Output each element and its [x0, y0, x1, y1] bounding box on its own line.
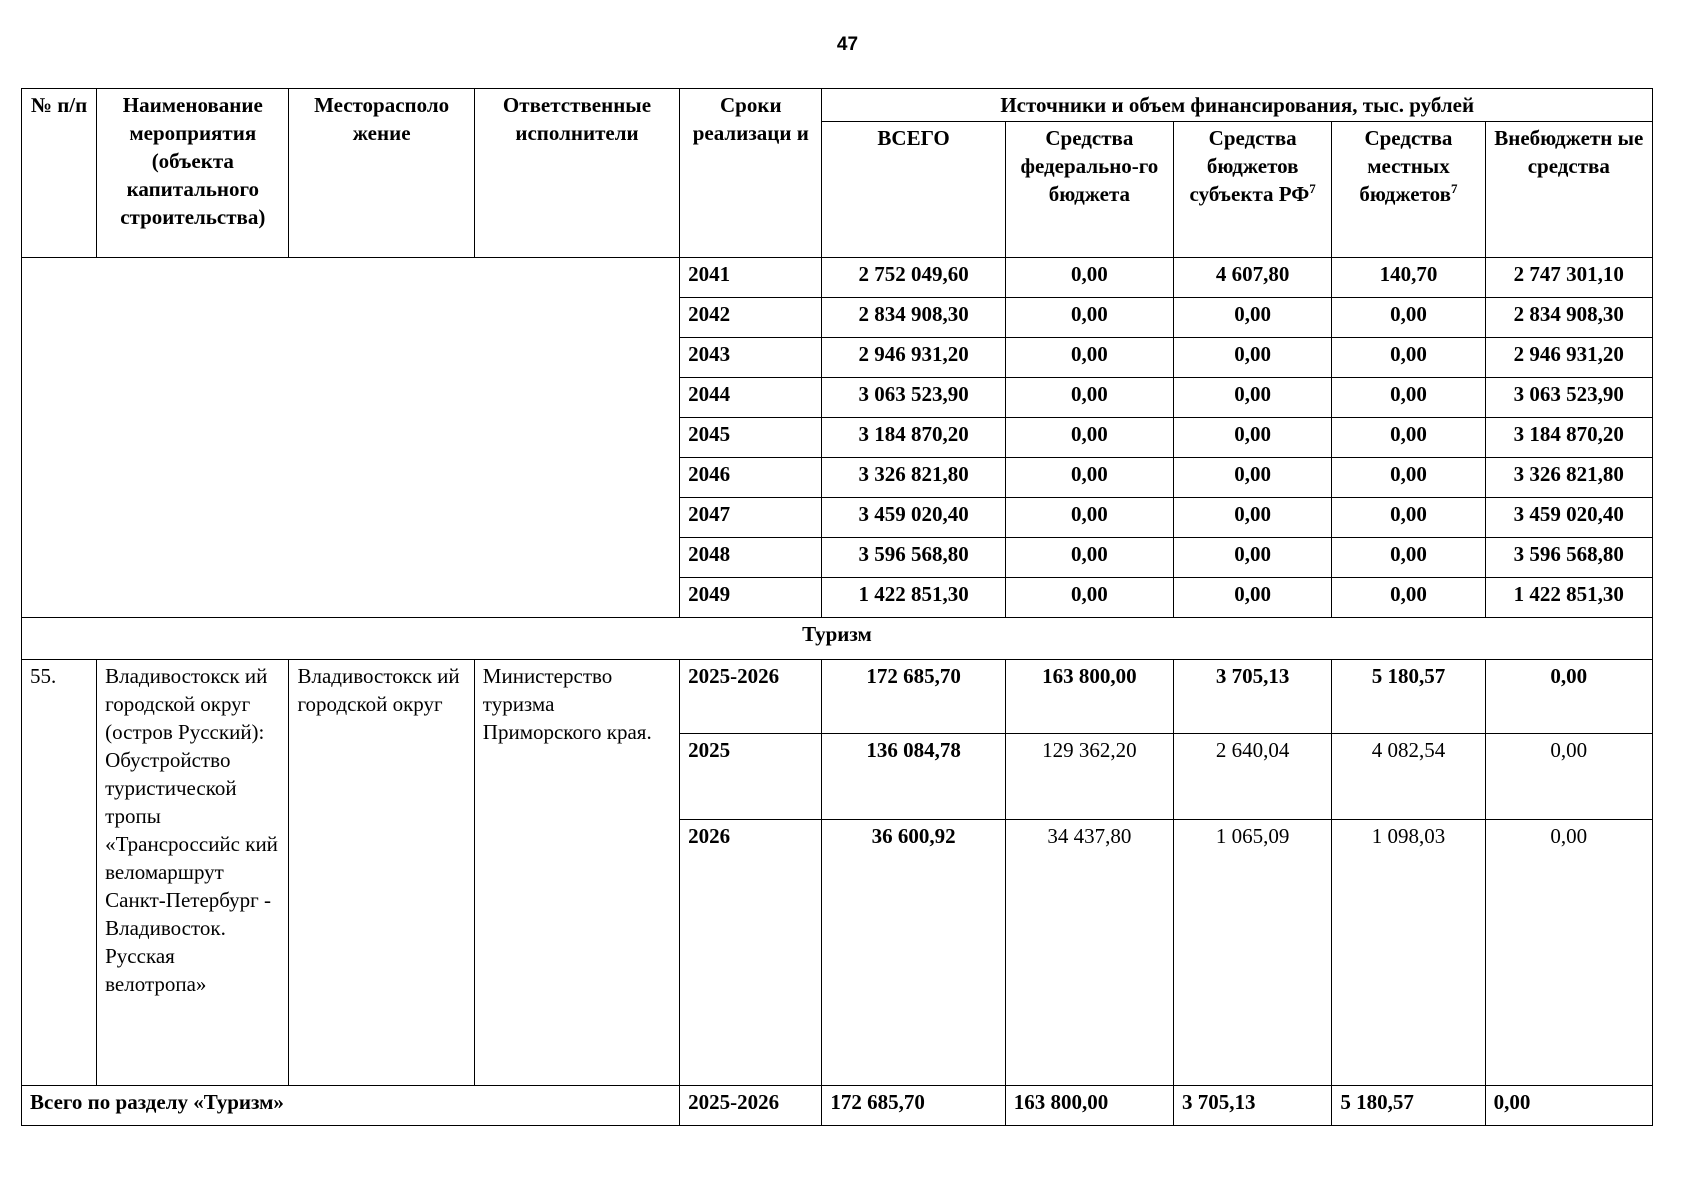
total-cell: 3 596 568,80 [822, 538, 1005, 578]
federal-cell: 0,00 [1005, 458, 1173, 498]
year-cell: 2044 [680, 378, 822, 418]
header-no: № п/п [22, 89, 97, 258]
total-cell: 172 685,70 [822, 1086, 1005, 1126]
header-total: ВСЕГО [822, 122, 1005, 258]
subject-cell: 0,00 [1174, 498, 1332, 538]
extra-cell: 2 747 301,10 [1485, 258, 1652, 298]
local-cell: 0,00 [1332, 538, 1485, 578]
header-responsible: Ответственные исполнители [474, 89, 679, 258]
total-cell: 2 946 931,20 [822, 338, 1005, 378]
subject-cell: 2 640,04 [1174, 734, 1332, 820]
header-terms: Сроки реализаци и [680, 89, 822, 258]
subject-cell: 3 705,13 [1174, 1086, 1332, 1126]
year-cell: 2025 [680, 734, 822, 820]
project-name: Владивостокск ий городской округ (остров Русский): Обустройство туристической тропы «Трансроссийс кий веломаршрут Санкт-Петербург - Владивосток. Русская велотропа» [97, 660, 289, 1086]
federal-cell: 0,00 [1005, 298, 1173, 338]
extra-cell: 3 326 821,80 [1485, 458, 1652, 498]
year-cell: 2026 [680, 820, 822, 1086]
local-cell: 0,00 [1332, 418, 1485, 458]
local-cell: 0,00 [1332, 498, 1485, 538]
section-total-label: Всего по разделу «Туризм» [22, 1086, 680, 1126]
header-extra: Внебюджетн ые средства [1485, 122, 1652, 258]
local-cell: 0,00 [1332, 378, 1485, 418]
header-federal: Средства федерально-го бюджета [1005, 122, 1173, 258]
federal-cell: 0,00 [1005, 258, 1173, 298]
local-cell: 4 082,54 [1332, 734, 1485, 820]
year-cell: 2043 [680, 338, 822, 378]
financing-table [21, 88, 1653, 1126]
section-total-row [22, 1086, 1653, 1126]
year-cell: 2049 [680, 578, 822, 618]
subject-cell: 1 065,09 [1174, 820, 1332, 1086]
federal-cell: 0,00 [1005, 538, 1173, 578]
section-title: Туризм [22, 618, 1653, 660]
project-responsible: Министерство туризма Приморского края. [474, 660, 679, 1086]
year-cell: 2041 [680, 258, 822, 298]
year-cell: 2025-2026 [680, 660, 822, 734]
local-cell: 5 180,57 [1332, 660, 1485, 734]
header-subject: Средства бюджетов субъекта $РФ^7$ [1174, 122, 1332, 258]
subject-cell: 0,00 [1174, 578, 1332, 618]
table-row [22, 258, 1653, 298]
table-row [22, 660, 1653, 734]
subject-cell: 0,00 [1174, 418, 1332, 458]
page-number: 47 [836, 34, 859, 55]
local-cell: 0,00 [1332, 338, 1485, 378]
subject-cell: 0,00 [1174, 378, 1332, 418]
subject-cell: 0,00 [1174, 538, 1332, 578]
federal-cell: 0,00 [1005, 378, 1173, 418]
federal-cell: 129 362,20 [1005, 734, 1173, 820]
total-cell: 172 685,70 [822, 660, 1005, 734]
federal-cell: 163 800,00 [1005, 660, 1173, 734]
extra-cell: 0,00 [1485, 660, 1652, 734]
extra-cell: 3 063 523,90 [1485, 378, 1652, 418]
subject-cell: 0,00 [1174, 458, 1332, 498]
header-location: Месторасполо жение [289, 89, 474, 258]
subject-cell: 4 607,80 [1174, 258, 1332, 298]
total-cell: 1 422 851,30 [822, 578, 1005, 618]
local-cell: 5 180,57 [1332, 1086, 1485, 1126]
federal-cell: 34 437,80 [1005, 820, 1173, 1086]
extra-cell: 3 596 568,80 [1485, 538, 1652, 578]
total-cell: 136 084,78 [822, 734, 1005, 820]
total-cell: 3 326 821,80 [822, 458, 1005, 498]
subject-cell: 0,00 [1174, 338, 1332, 378]
header-name: Наименование мероприятия (объекта капитального строительства) [97, 89, 289, 258]
total-cell: 2 834 908,30 [822, 298, 1005, 338]
year-cell: 2025-2026 [680, 1086, 822, 1126]
merged-blank-cell [22, 258, 680, 618]
extra-cell: 0,00 [1485, 734, 1652, 820]
extra-cell: 2 834 908,30 [1485, 298, 1652, 338]
extra-cell: 3 459 020,40 [1485, 498, 1652, 538]
extra-cell: 1 422 851,30 [1485, 578, 1652, 618]
total-cell: 3 184 870,20 [822, 418, 1005, 458]
federal-cell: 163 800,00 [1005, 1086, 1173, 1126]
header-local: Средства местных бюджетов$^7$ [1332, 122, 1485, 258]
total-cell: 3 459 020,40 [822, 498, 1005, 538]
subject-cell: 0,00 [1174, 298, 1332, 338]
subject-cell: 3 705,13 [1174, 660, 1332, 734]
total-cell: 2 752 049,60 [822, 258, 1005, 298]
total-cell: 3 063 523,90 [822, 378, 1005, 418]
extra-cell: 2 946 931,20 [1485, 338, 1652, 378]
project-number: 55. [22, 660, 97, 1086]
year-cell: 2046 [680, 458, 822, 498]
extra-cell: 0,00 [1485, 1086, 1652, 1126]
extra-cell: 3 184 870,20 [1485, 418, 1652, 458]
local-cell: 0,00 [1332, 298, 1485, 338]
extra-cell: 0,00 [1485, 820, 1652, 1086]
year-cell: 2047 [680, 498, 822, 538]
local-cell: 0,00 [1332, 458, 1485, 498]
year-cell: 2048 [680, 538, 822, 578]
year-cell: 2042 [680, 298, 822, 338]
federal-cell: 0,00 [1005, 498, 1173, 538]
federal-cell: 0,00 [1005, 578, 1173, 618]
total-cell: 36 600,92 [822, 820, 1005, 1086]
local-cell: 140,70 [1332, 258, 1485, 298]
local-cell: 0,00 [1332, 578, 1485, 618]
project-location: Владивостокск ий городской округ [289, 660, 474, 1086]
federal-cell: 0,00 [1005, 418, 1173, 458]
header-sources: Источники и объем финансирования, тыс. рублей [822, 89, 1653, 122]
local-cell: 1 098,03 [1332, 820, 1485, 1086]
federal-cell: 0,00 [1005, 338, 1173, 378]
year-cell: 2045 [680, 418, 822, 458]
